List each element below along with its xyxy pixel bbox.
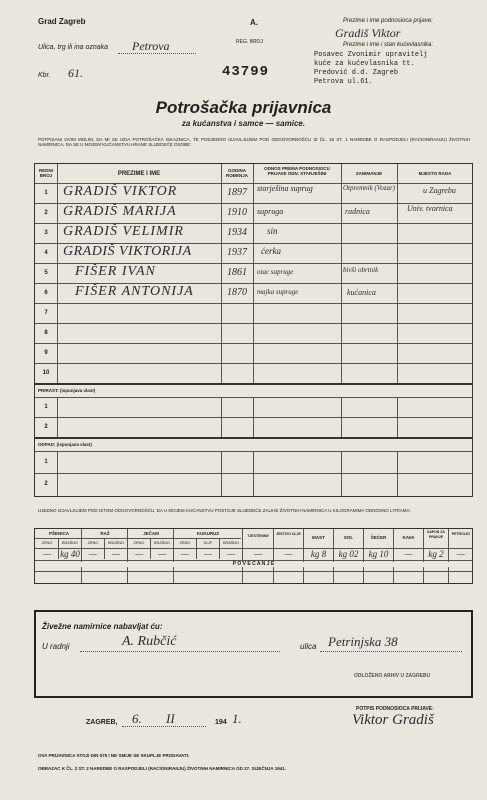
table-row: 8 [44, 330, 48, 336]
table-row: 6 FIŠER ANTONIJA 1870 majka supruge kućanica [44, 284, 376, 299]
archive-stamp: ODLOŽENO ARHIV U ZAGREBU [354, 673, 431, 679]
table-row: 2 GRADIŠ MARIJA 1910 supruga radnica Univ. tvornica [44, 204, 453, 219]
table-row: 5 FIŠER IVAN 1861 otac supruge bivši obrtnik [44, 264, 379, 279]
owner-line: Posavec Zvonimir upravitelj [314, 51, 428, 59]
stock-group: KUKURUZ [196, 531, 220, 536]
stock-group: SOL [343, 535, 354, 540]
stock-value: — [203, 549, 212, 559]
owner-line: kuće za kućevlasnika tt. [314, 60, 415, 68]
person-job: bivši obrtnik [343, 266, 379, 274]
header-job: ZANIMANJE [355, 171, 383, 176]
person-relation: otac supruge [257, 268, 294, 276]
stock-sub: BRAŠNO [61, 541, 79, 545]
prirast-row: 1 [44, 404, 48, 410]
street-value: Petrova [132, 39, 170, 53]
owner-label: Prezime i ime i stan kućevlasnika: [343, 42, 434, 48]
person-relation: ćerka [261, 246, 281, 256]
stock-value: — [226, 549, 235, 559]
stock-value: — [157, 549, 166, 559]
owner-line: Predović d.d. Zagreb [314, 69, 399, 77]
form-title: Potrošačka prijavnica [155, 98, 332, 117]
shop-box [34, 610, 473, 698]
street-underline [118, 53, 196, 55]
stock-value: — [404, 549, 413, 559]
table-row: 10 [42, 370, 50, 376]
owner-lines [314, 51, 427, 87]
person-name: GRADIŠ VIKTORIJA [63, 244, 192, 259]
shop-underline [80, 651, 280, 652]
person-job: kućanica [347, 288, 376, 297]
footer-year-digit: 1. [232, 711, 242, 726]
street-label: Ulica, trg ili ina oznaka [38, 44, 109, 51]
person-year: 1870 [227, 287, 247, 298]
footer-place: ZAGREB, [86, 719, 118, 726]
signature: Viktor Gradiš [352, 712, 434, 728]
stock-sub: BRAŠNO [222, 541, 240, 545]
stock-sub: BRAŠNO [107, 541, 125, 545]
stock-sub: BRAŠNO [153, 541, 171, 545]
owner-line: Petrova ul.61. [314, 78, 373, 86]
prirast-row: 2 [44, 424, 48, 430]
stock-group: KAVA [402, 535, 415, 540]
stock-value: kg 2 [428, 549, 444, 559]
stock-sub: ZRNO [41, 541, 53, 545]
form-subtitle: za kućanstva i samce — samice. [181, 119, 306, 128]
header-relation: ODNOS PREMA PODNOSIOCU PRIJAVE ODN. STARJEŠINI [264, 166, 330, 176]
reg-number: 43799 [222, 64, 270, 80]
stock-sub: ZRNO [133, 541, 145, 545]
person-name: GRADIŠ MARIJA [63, 204, 177, 219]
persons-table [34, 163, 473, 497]
header-year: GODINA ROĐENJA [225, 168, 248, 178]
prirast-header: PRIRAST: (ispunjava vlast) [35, 385, 472, 397]
person-relation: sin [267, 226, 278, 236]
stock-group: PŠENICA [48, 531, 69, 536]
street-underline-2 [320, 651, 462, 652]
table-row: 3 GRADIŠ VELIMIR 1934 sin [44, 224, 278, 239]
header-num: REDNI BROJ [38, 168, 53, 178]
person-workplace: Univ. tvornica [407, 204, 453, 213]
stock-value: — [111, 549, 120, 559]
person-workplace: u Zagrebu [423, 186, 456, 195]
kbr-label: Kbr. [38, 72, 51, 79]
stock-value: — [253, 549, 262, 559]
applicant-label: Prezime i ime podnosioca prijave: [343, 18, 433, 24]
stock-value: — [42, 549, 51, 559]
stock-group: JEČAM [143, 531, 159, 536]
stock-group: PETROLEJ [451, 532, 471, 536]
odpad-header: ODPAD: (ispunjava vlast) [35, 439, 472, 451]
stock-value: — [284, 549, 293, 559]
table-row: 1 GRADIŠ VIKTOR 1897 starješina suprug Otpremnik (Vozar) u Zagrebu [44, 184, 456, 199]
person-relation: supruga [257, 207, 284, 216]
shop-label: U radnji [42, 642, 70, 651]
date-underline [122, 726, 206, 727]
table-row: 9 [44, 350, 48, 356]
reg-label: REG. BROJ [236, 39, 263, 45]
stock-value: kg 02 [338, 549, 359, 559]
kbr-value: 61. [68, 66, 83, 80]
stock-value: kg 10 [368, 549, 389, 559]
stock-group: RAŽ [100, 531, 110, 536]
stock-value: kg 40 [60, 549, 80, 559]
form-note: OBRAZAC K ČL. 2 ST. 2 NAREDBE O RASPODJELI (RACIONIRANJU) ŽIVOTNIH NAMIRNICA OD 27. SIJEČNJA 1941. [38, 766, 286, 771]
shop-street-value: Petrinjska 38 [328, 634, 398, 649]
stock-value: — [88, 549, 97, 559]
stock-group: TJESTENINE [247, 534, 269, 538]
table-row: 7 [44, 310, 48, 316]
city-label: Grad Zagreb [38, 17, 86, 26]
form-letter: A. [250, 18, 258, 27]
person-name: GRADIŠ VIKTOR [63, 184, 178, 199]
person-name: FIŠER ANTONIJA [75, 284, 194, 299]
person-relation: starješina suprug [257, 184, 313, 193]
shop-value: A. Rubčić [122, 634, 177, 649]
stock-text: UJEDNO IZJAVLJUJEM POD ISTOM ODGOVORNOŠĆU, DA U MOJEM KUĆANSTVU POSTOJE SLIJEDEĆE ZALIHE ŽIVOTNIH NAMIRNICA U KILOGRAMIMA ODNOSNO LITRAMA: [38, 508, 411, 513]
stock-value: — [134, 549, 143, 559]
signature-label: POTPIS PODNOSIOCA PRIJAVE: [356, 706, 434, 712]
stock-sub: ZRNO [87, 541, 99, 545]
intro-text: POTPISANI OVIM MOLIM, DA MI SE IZDA POTROŠAČKA ISKAZNICA, TE PODJEDNO IZJAVLJUJEM POD ODGOVORNOŠĆU IZ ČL. 18 ST. 1 NAREDBE O RASPODJELI (RACIONIRANJU) ŽIVOTNIH NAMIRNICA, DA SE U MOJEM KUĆANSTVU HRANE SLIJEDEĆE OSOBE: [38, 137, 470, 147]
stock-table [34, 528, 473, 584]
footer-day: 6. [132, 711, 142, 726]
person-year: 1937 [227, 247, 247, 258]
person-year: 1897 [227, 187, 247, 198]
stock-sub: KLIP [203, 541, 213, 545]
applicant-value: Gradiš Viktor [335, 26, 401, 40]
shop-street-label: ulica [300, 642, 317, 651]
header-workplace: MJESTO RADA [418, 171, 452, 176]
person-job: radnica [345, 207, 370, 216]
footer-month: II [166, 711, 175, 726]
person-year: 1934 [227, 227, 247, 238]
shop-title: Živežne namirnice nabavljat ću: [42, 622, 163, 631]
footer-year-prefix: 194 [215, 719, 227, 726]
person-job: Otpremnik (Vozar) [343, 184, 396, 192]
person-name: FIŠER IVAN [75, 264, 156, 279]
odpad-row: 1 [44, 459, 48, 465]
stock-group: JESTIVO ULJE [276, 532, 301, 536]
stock-group: ŠEĆER [370, 535, 387, 540]
stock-value: — [456, 549, 465, 559]
stock-sub: ZRNO [179, 541, 191, 545]
povecanje-label: P O V E Ć A N J E [35, 562, 472, 567]
odpad-row: 2 [44, 481, 48, 487]
person-relation: majka supruge [257, 288, 299, 296]
header-name: PREZIME I IME [117, 171, 161, 177]
stock-value: — [180, 549, 189, 559]
stock-value: kg 8 [310, 549, 327, 559]
price-note: OVA PRIJAVNICA STOJI DIN 075 I NE SMIJE SE SKUPLJE PRODAVATI. [38, 753, 190, 758]
person-year: 1861 [227, 267, 247, 278]
person-name: GRADIŠ VELIMIR [63, 224, 184, 239]
table-row: 4 GRADIŠ VIKTORIJA 1937 ćerka [44, 244, 281, 259]
stock-group: SAPUN ZA PRANJE [427, 530, 445, 539]
stock-group: MAST [312, 535, 325, 540]
person-year: 1910 [227, 207, 247, 218]
